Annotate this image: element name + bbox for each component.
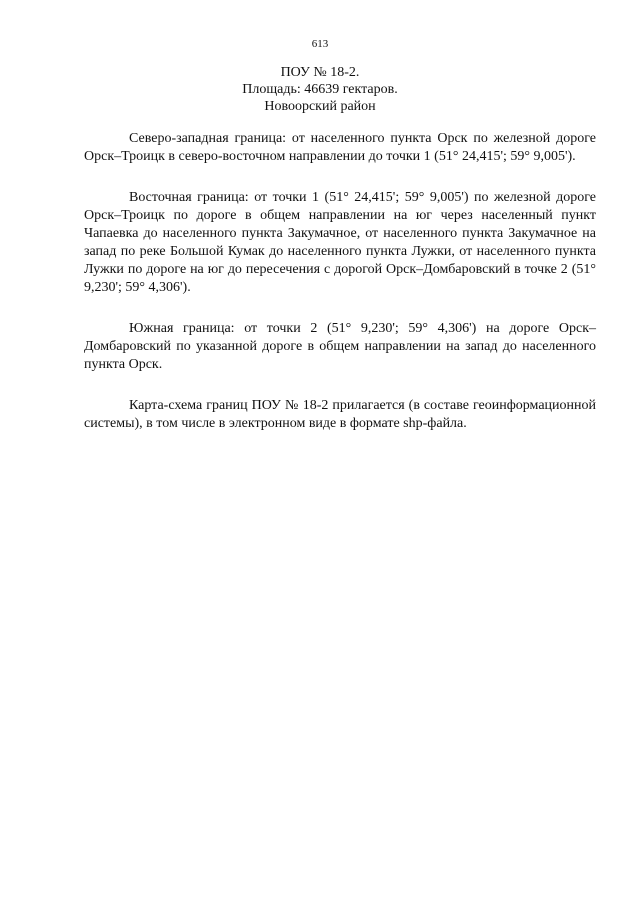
header-area: Площадь: 46639 гектаров.	[242, 82, 398, 97]
header-district: Новоорский район	[264, 99, 376, 114]
document-header	[0, 64, 640, 115]
header-title: ПОУ № 18-2.	[280, 65, 360, 80]
document-body	[84, 130, 596, 456]
paragraph-east-border: Восточная граница: от точки 1 (51° 24,415'; 59° 9,005') по железной дороге Орск–Троицк по дороге в общем направлении на юг через населенный пункт Чапаевка до населенного пункта Закумачное, от населенного пункта Закумачное на запад по реке Большой Кумак до населенного пункта Лужки, от населенного пункта Лужки по дороге на юг до пересечения с дорогой Орск–Домбаровский в точке 2 (51° 9,230'; 59° 4,306').	[84, 190, 596, 295]
paragraph-northwest-border: Северо-западная граница: от населенного пункта Орск по железной дороге Орск–Троицк в северо-восточном направлении до точки 1 (51° 24,415'; 59° 9,005').	[84, 131, 596, 164]
paragraph-map-note: Карта-схема границ ПОУ № 18-2 прилагается (в составе геоинформационной системы), в том числе в электронном виде в формате shp-файла.	[84, 398, 596, 431]
page-number: 613	[311, 38, 329, 50]
paragraph-south-border: Южная граница: от точки 2 (51° 9,230'; 59° 4,306') на дороге Орск–Домбаровский по указанной дороге в общем направлении на запад до населенного пункта Орск.	[84, 321, 596, 372]
